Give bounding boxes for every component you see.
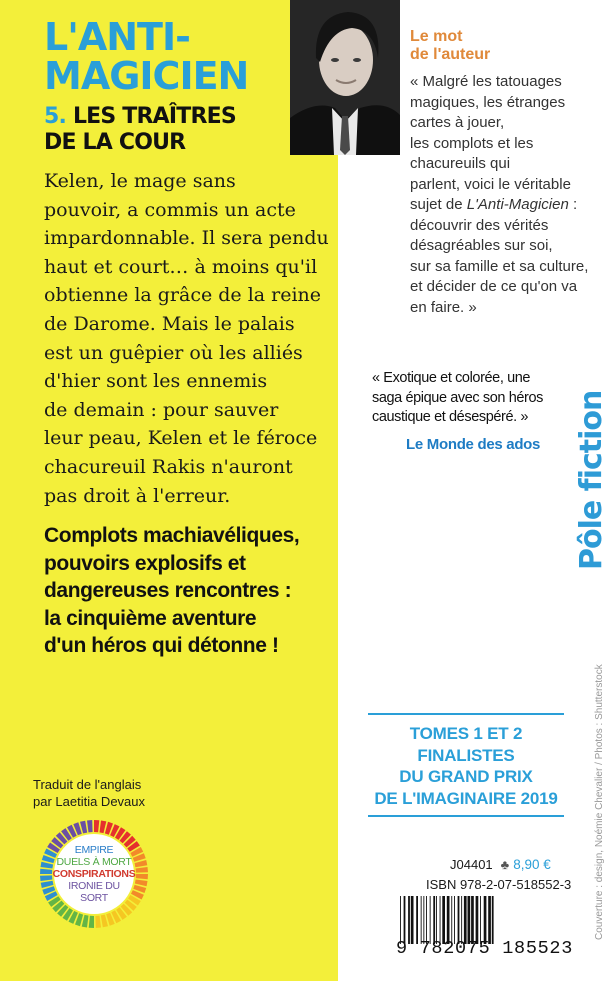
review-source: Le Monde des ados (406, 436, 541, 453)
genre-word: CONSPIRATIONS (52, 868, 136, 880)
barcode-bar (464, 896, 467, 944)
quote-line: sur sa famille et sa culture, (410, 257, 589, 275)
review-line: « Exotique et colorée, une (372, 370, 531, 386)
subtitle-line-2: DE LA COUR (44, 130, 186, 155)
quote-line: « Malgré les tatouages (410, 73, 562, 90)
barcode-bar (480, 896, 481, 944)
prize-banner (368, 713, 564, 817)
author-heading-line: de l'auteur (410, 46, 491, 63)
summary-line: Kelen, le mage sans (44, 170, 236, 192)
price-line (450, 857, 551, 872)
barcode-bar (416, 896, 418, 944)
translation-line: par Laetitia Devaux (33, 794, 146, 809)
barcode-bar (447, 896, 450, 944)
volume-number: 5. (44, 104, 67, 129)
barcode-bar (442, 896, 445, 944)
summary-line: pas droit à l'erreur. (44, 484, 231, 507)
barcode-bar (461, 896, 462, 944)
translation-line: Traduit de l'anglais (33, 777, 142, 792)
barcode-bar (433, 896, 435, 944)
tagline-line: dangereuses rencontres : (44, 579, 292, 602)
press-review (372, 369, 572, 428)
genre-word: DUELS À MORT (56, 856, 132, 868)
barcode-bar (471, 896, 474, 944)
quote-line: découvrir des vérités (410, 216, 549, 234)
summary-line: leur peau, Kelen et le féroce (44, 427, 318, 450)
barcode-bar (423, 896, 424, 944)
summary-line: haut et court… à moins qu'il (44, 255, 318, 278)
barcode-bar (436, 896, 437, 944)
quote-line: en faire. » (410, 298, 477, 316)
tagline-line: pouvoirs explosifs et (44, 551, 246, 575)
barcode-bar (451, 896, 452, 944)
prize-line: DU GRAND PRIX (399, 767, 533, 786)
tagline-line: d'un héros qui détonne ! (44, 634, 279, 657)
barcode-digits: 9 782075 185523 (396, 938, 574, 959)
quote-text: sujet de (410, 196, 467, 213)
author-heading (410, 28, 490, 64)
isbn: ISBN 978-2-07-518552-3 (426, 877, 572, 892)
quote-line: chacureuils qui (410, 155, 511, 172)
cover-credits: Couverture : design, Noémie Chevalier / Photos : Shutterstock (594, 664, 605, 940)
summary-line: pouvoir, a commis un acte (44, 198, 296, 221)
prize-line: FINALISTES (417, 745, 515, 765)
product-code: J04401 (450, 857, 493, 872)
author-heading-line: Le mot (410, 28, 463, 45)
barcode-bar (440, 896, 441, 944)
tagline-line: Complots machiavéliques, (44, 524, 300, 547)
barcode-bar (468, 896, 471, 944)
summary-line: est un guêpier où les alliés (44, 341, 303, 364)
summary-paragraph (44, 167, 344, 510)
genre-word: EMPIRE (74, 844, 114, 856)
genre-wheel-words (38, 818, 150, 930)
barcode-bar (458, 896, 460, 944)
summary-line: chacureuil Rakis n'auront (44, 455, 293, 478)
summary-line: obtienne la grâce de la reine (44, 284, 322, 307)
title-line-1: L'ANTI- (44, 15, 190, 59)
book-subtitle (44, 104, 236, 156)
quote-line: cartes à jouer, (410, 114, 505, 131)
quote-line: magiques, les étranges (410, 93, 566, 111)
translation-credit (33, 776, 145, 810)
summary-line: d'hier sont les ennemis (44, 370, 268, 393)
summary-line: de demain : pour sauver (44, 398, 279, 421)
prize-line: TOMES 1 ET 2 (409, 724, 523, 743)
barcode-icon (398, 896, 565, 944)
book-title-italic: L'Anti-Magicien (466, 196, 569, 213)
barcode-bar (411, 896, 414, 944)
barcode-bar (421, 896, 422, 944)
barcode-bar (426, 896, 427, 944)
quote-line: les complots et les (410, 134, 534, 152)
barcode-bar (404, 896, 406, 944)
genre-word: SORT (80, 892, 108, 904)
book-title (44, 15, 249, 98)
barcode-bar (408, 896, 410, 944)
prize-line: DE L'IMAGINAIRE 2019 (374, 788, 558, 808)
author-photo (290, 0, 400, 155)
quote-line: parlent, voici le véritable (410, 175, 571, 193)
review-line: caustique et désespéré. » (372, 409, 529, 425)
author-quote (410, 72, 589, 318)
barcode-bar (400, 896, 401, 944)
review-line: saga épique avec son héros (372, 389, 543, 406)
quote-line: et décider de ce qu'on va (410, 278, 578, 295)
collection-logo (574, 390, 609, 570)
barcode-bar (476, 896, 479, 944)
barcode-bar (454, 896, 455, 944)
barcode-bars (400, 896, 494, 944)
quote-line: désagréables sur soi, (410, 237, 553, 254)
quote-line (410, 195, 580, 216)
publisher-logo-icon: ♣ (500, 857, 510, 872)
title-line-2: MAGICIEN (44, 54, 249, 98)
summary-line: impardonnable. Il sera pendu (44, 227, 329, 250)
subtitle-line-1: LES TRAÎTRES (72, 104, 236, 129)
barcode-bar (492, 896, 494, 944)
barcode-bar (430, 896, 431, 944)
genre-word: IRONIE DU (68, 880, 120, 892)
tagline (44, 522, 334, 660)
tagline-line: la cinquième aventure (44, 606, 257, 630)
collection-name: Pôle fiction (574, 390, 609, 570)
quote-text: : (568, 196, 578, 213)
summary-line: de Darome. Mais le palais (44, 312, 295, 335)
price: 8,90 € (513, 857, 551, 872)
barcode-bar (488, 896, 491, 944)
barcode-bar (484, 896, 487, 944)
